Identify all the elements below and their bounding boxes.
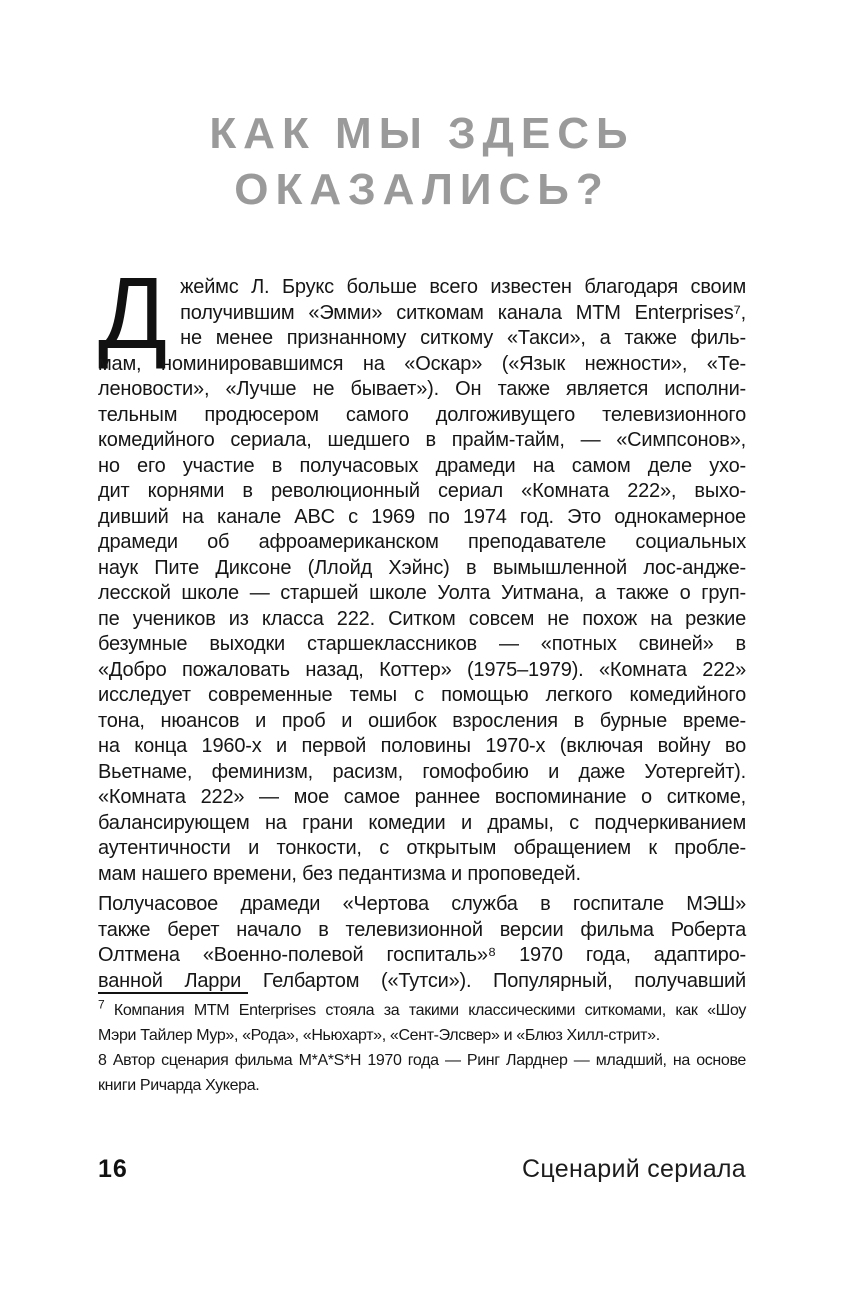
text-line: Вьетнаме, феминизм, расизм, гомофобию и даже Уотергейт).	[98, 760, 746, 783]
text-line: аутентичности и тонкости, с открытым обращением к пробле-	[98, 837, 746, 859]
footnote-8	[98, 1048, 746, 1098]
text-line: «Комната 222» — мое самое раннее воспоминание о ситкоме,	[98, 786, 746, 808]
footnote-text: Компания MTM Enterprises стояла за такими классическими ситкомами, как «Шоу	[113, 1002, 746, 1019]
paragraph-2	[98, 892, 746, 994]
text-line: Получасовое драмеди «Чертова служба в госпитале МЭШ»	[98, 893, 746, 915]
chapter-title-line-1: КАК МЫ ЗДЕСЬ	[209, 109, 635, 158]
text-line: Олтмена «Военно-полевой госпиталь»⁸ 1970 года, адаптиро-	[98, 944, 746, 966]
text-line: тона, нюансов и проб и ошибок взросления в бурные време-	[98, 709, 746, 732]
text-line: не менее признанному ситкому «Такси», а также филь-	[180, 327, 746, 349]
footnote-line: книги Ричарда Хукера.	[98, 1077, 260, 1094]
footnote-line	[98, 1048, 746, 1073]
footnote-line	[98, 998, 746, 1023]
paragraph-1	[98, 256, 746, 887]
text-line: жеймс Л. Брукс больше всего известен благодаря своим	[180, 276, 746, 298]
text-line: безумные выходки старшеклассников — «потных свиней» в	[98, 633, 746, 655]
text-line: также берет начало в телевизионной версии фильма Роберта	[98, 918, 746, 941]
text-line: «Добро пожаловать назад, Коттер» (1975–1979). «Комната 222»	[98, 658, 746, 681]
text-line: леновости», «Лучше не бывает»). Он также является исполни-	[98, 378, 746, 400]
footnote-marker: 8	[98, 1052, 107, 1069]
text-line: тельным продюсером самого долгоживущего телевизионного	[98, 403, 746, 426]
text-line: наук Пите Диксоне (Ллойд Хэйнс) в вымышленной лос-андже-	[98, 556, 746, 579]
text-line: пе учеников из класса 222. Ситком совсем не похож на резкие	[98, 607, 746, 630]
page-footer	[98, 1155, 746, 1184]
footnote-line: Мэри Тайлер Мур», «Рода», «Ньюхарт», «Сент-Элсвер» и «Блюз Хилл-стрит».	[98, 1027, 660, 1044]
text-line: балансирующем на грани комедии и драмы, с подчеркиванием	[98, 811, 746, 834]
footnote-divider	[98, 992, 248, 994]
text-line: дит корнями в революционный сериал «Комната 222», выхо-	[98, 480, 746, 502]
text-line: получившим «Эмми» ситкомам канала MTM Enterprises⁷,	[180, 301, 746, 324]
text-line: драмеди об афроамериканском преподавателе социальных	[98, 531, 746, 553]
footnotes	[98, 992, 746, 1098]
text-line: ванной Ларри Гелбартом («Тутси»). Популярный, получавший	[98, 969, 746, 992]
page-number: 16	[98, 1155, 128, 1183]
body-text	[98, 256, 746, 994]
text-line: исследует современные темы с помощью легкого комедийного	[98, 684, 746, 706]
text-line: на конца 1960-х и первой половины 1970-х (включая войну во	[98, 735, 746, 757]
footnote-7	[98, 998, 746, 1048]
text-line: но его участие в получасовых драмеди на самом деле ухо-	[98, 454, 746, 477]
drop-cap: Д	[98, 256, 168, 370]
chapter-title-line-2: ОКАЗАЛИСЬ?	[234, 165, 610, 214]
text-line: дивший на канале ABC с 1969 по 1974 год. Это однокамерное	[98, 505, 746, 528]
text-line: мам, номинировавшимся на «Оскар» («Язык нежности», «Те-	[98, 352, 746, 375]
footnote-text: Автор сценария фильма M*A*S*H 1970 года — Ринг Ларднер — младший, на основе	[112, 1052, 746, 1069]
text-line: мам нашего времени, без педантизма и проповедей.	[98, 862, 581, 885]
text-line: комедийного сериала, шедшего в прайм-тайм, — «Симпсонов»,	[98, 429, 746, 451]
footnote-marker: 7	[98, 997, 105, 1012]
running-footer-title: Сценарий сериала	[522, 1155, 746, 1183]
chapter-title	[0, 106, 844, 218]
text-line: лесской школе — старшей школе Уолта Уитмана, а также о груп-	[98, 582, 746, 604]
